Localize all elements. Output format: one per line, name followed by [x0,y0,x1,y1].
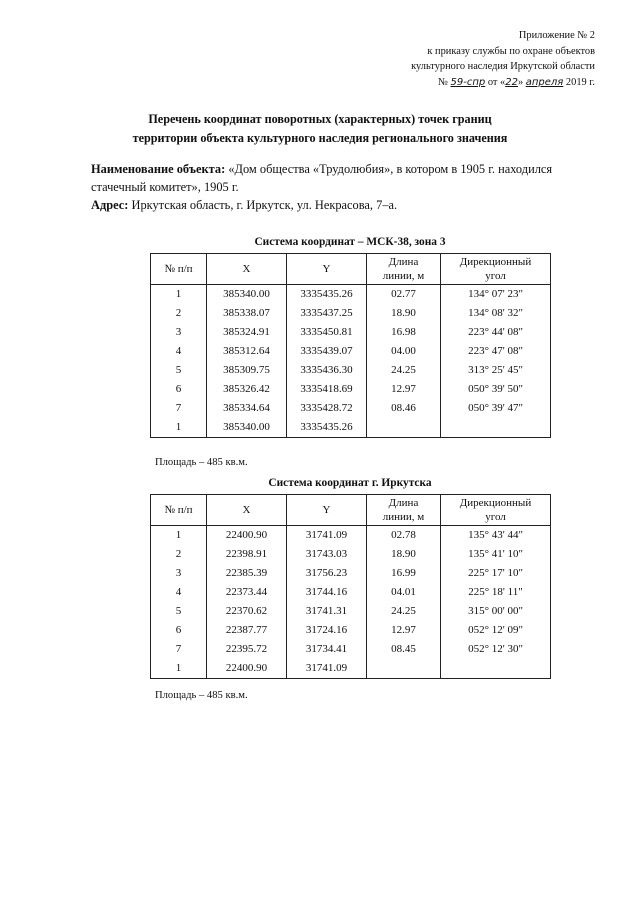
table1-col-num [151,285,207,438]
table1-col-x [207,285,287,438]
table-cell: 31724.16 [305,624,348,636]
table-cell: 02.77 [391,288,416,300]
table-cell: 052° 12' 09" [468,624,523,636]
table-cell: 223° 47' 08" [468,345,523,357]
table2-header-angle-2: угол [485,511,506,523]
table-cell: 3335439.07 [300,345,353,357]
table-cell: 3335418.69 [300,383,353,395]
table-cell: 313° 25' 45" [468,364,523,376]
table-cell: 223° 44' 08" [468,326,523,338]
table1-header-length-2: линии, м [382,270,425,282]
table-cell: 052° 12' 30" [468,643,523,655]
object-name-value: «Дом общества «Трудолюбия», в котором в 1905 г. находился стачечный комитет», 1905 г. [91,162,553,194]
table1-col-length [367,285,441,438]
table-cell: 08.45 [391,643,416,655]
table2-col-y [287,526,367,679]
table2-coordinates [150,494,551,679]
table-cell: 050° 39' 47" [468,402,523,414]
table2-header-length-1: Длина [388,497,419,509]
table-cell: 1 [175,662,182,674]
table-cell: 1 [175,421,182,433]
table2-col-angle [441,526,551,679]
table-cell: 135° 41' 10" [468,548,523,560]
table-cell: 24.25 [391,364,416,376]
table1-header-length [367,254,441,285]
table-cell: 6 [175,624,182,636]
table2-col-length [367,526,441,679]
table-cell: 22400.90 [225,662,268,674]
object-name [91,160,601,196]
table-cell: 3335435.26 [300,288,353,300]
table-cell: 385309.75 [223,364,270,376]
table2-area: Площадь – 485 кв.м. [155,690,248,701]
table-cell: 24.25 [391,605,416,617]
table-cell: 385312.64 [223,345,270,357]
table-cell: 31741.31 [305,605,348,617]
table-cell: 22385.39 [225,567,268,579]
table-cell: 3335437.25 [300,307,353,319]
table2-header-x: X [207,495,287,526]
table-cell: 225° 17' 10" [468,567,523,579]
table1-coordinates [150,253,551,438]
table-cell: 135° 43' 44" [468,529,523,541]
table-cell: 7 [175,402,182,414]
table2-header-angle [441,495,551,526]
table2-header-y: Y [287,495,367,526]
table-cell: 22370.62 [225,605,268,617]
table-cell: 31741.09 [305,662,348,674]
table-cell: 2 [175,307,182,319]
object-info [91,160,601,214]
table-cell: 6 [175,383,182,395]
date-prefix: от « [487,76,506,88]
table1-header-y: Y [287,254,367,285]
table-cell: 3 [175,326,182,338]
order-year: 2019 г. [563,76,595,88]
order-number: 59-спр [450,76,486,88]
table-cell: 18.90 [391,307,416,319]
table-cell: 22395.72 [225,643,268,655]
table-cell: 385340.00 [223,421,270,433]
object-address-value: Иркутская область, г. Иркутск, ул. Некрасова, 7–а. [131,198,398,212]
table-cell: 225° 18' 11" [468,586,523,598]
table-cell: 31756.23 [305,567,348,579]
table1-col-y [287,285,367,438]
table-cell: 050° 39' 50" [468,383,523,395]
table1-header-angle [441,254,551,285]
table-cell: 315° 00' 00" [468,605,523,617]
table-cell: 04.01 [391,586,416,598]
order-reference: к приказу службы по охране объектов [427,45,595,57]
table-cell: 3335436.30 [300,364,353,376]
object-address [91,196,601,214]
table-cell: 134° 08' 32" [468,307,523,319]
title-line-2: территории объекта культурного наследия регионального значения [132,131,508,145]
table-cell: 385340.00 [223,288,270,300]
table-cell: 385334.64 [223,402,270,414]
table-cell: 1 [175,529,182,541]
table-cell: 02.78 [391,529,416,541]
table1-area: Площадь – 485 кв.м. [155,457,248,468]
table-cell: 3335450.81 [300,326,353,338]
table-cell: 22373.44 [225,586,268,598]
order-authority: культурного наследия Иркутской области [411,61,595,72]
object-address-label: Адрес: [91,198,129,212]
table-cell: 22400.90 [225,529,268,541]
table-cell: 2 [175,548,182,560]
table1-header-num: № п/п [151,254,207,285]
table-cell: 08.46 [391,402,416,414]
table2-header-angle-1: Дирекционный [459,497,532,509]
table-cell: 1 [175,288,182,300]
table-cell: 4 [175,345,182,357]
order-number-date [335,75,595,91]
table-cell: 5 [175,364,182,376]
table-cell: 16.99 [391,567,416,579]
table2-header-length-2: линии, м [382,511,425,523]
table-cell: 7 [175,643,182,655]
table1-header-x: X [207,254,287,285]
order-day: 22 [505,76,518,88]
table1-header-length-1: Длина [388,256,419,268]
table-cell: 31741.09 [305,529,348,541]
table-cell: 3 [175,567,182,579]
date-separator: » [517,76,526,88]
document-title [60,110,580,148]
table-cell: 4 [175,586,182,598]
table-cell: 12.97 [391,624,416,636]
table-cell: 31734.41 [305,643,348,655]
table-cell: 385338.07 [223,307,270,319]
table2-header-length [367,495,441,526]
table-cell: 22387.77 [225,624,268,636]
appendix-header [335,28,595,90]
table1-header-angle-1: Дирекционный [459,256,532,268]
table2-caption: Система координат г. Иркутска [268,477,432,489]
table1-caption: Система координат – МСК-38, зона 3 [254,236,446,248]
table1-col-angle [441,285,551,438]
table-cell: 3335435.26 [300,421,353,433]
number-prefix: № [437,76,448,88]
order-month: апреля [525,76,564,88]
table-cell: 22398.91 [225,548,268,560]
table-cell: 18.90 [391,548,416,560]
table-cell: 385324.91 [223,326,270,338]
object-name-label: Наименование объекта: [91,162,226,176]
table-cell: 5 [175,605,182,617]
table-cell: 134° 07' 23" [468,288,523,300]
table1-header-angle-2: угол [485,270,506,282]
table-cell: 3335428.72 [300,402,353,414]
title-line-1: Перечень координат поворотных (характерных) точек границ [148,112,492,126]
table-cell: 04.00 [391,345,416,357]
table-cell: 31743.03 [305,548,348,560]
table2-col-x [207,526,287,679]
table-cell: 12.97 [391,383,416,395]
appendix-number: Приложение № 2 [518,30,595,41]
table-cell: 31744.16 [305,586,348,598]
table2-header-num: № п/п [151,495,207,526]
table2-col-num [151,526,207,679]
table-cell: 16.98 [391,326,416,338]
table-cell: 385326.42 [223,383,270,395]
